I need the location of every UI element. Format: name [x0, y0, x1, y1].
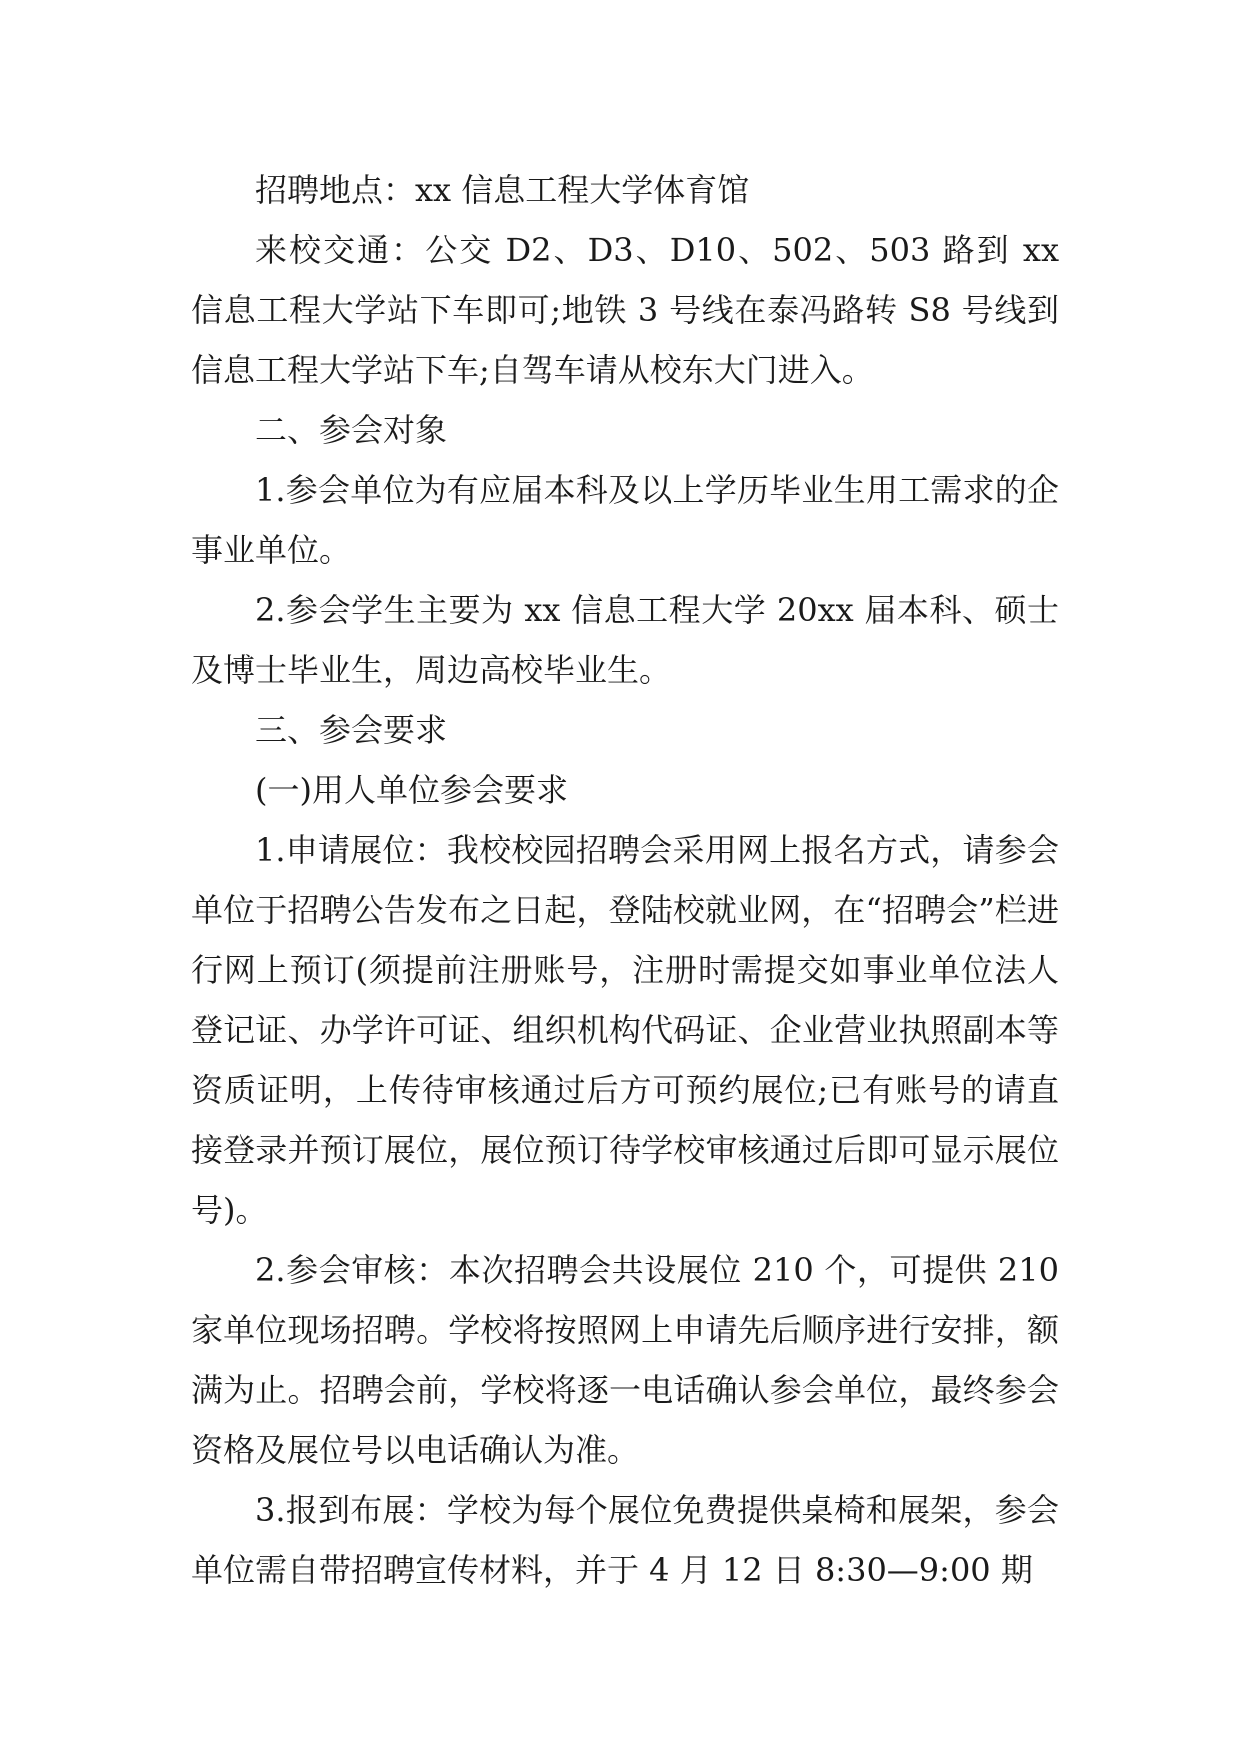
paragraph-review: 2.参会审核：本次招聘会共设展位 210 个，可提供 210 家单位现场招聘。学校将按照网上申请先后顺序进行安排，额满为止。招聘会前，学校将逐一电话确认参会单位，最终参会资格及展位号以电话确认为准。 — [191, 1251, 1059, 1469]
paragraph-transport: 来校交通：公交 D2、D3、D10、502、503 路到 xx 信息工程大学站下车即可;地铁 3 号线在泰冯路转 S8 号线到信息工程大学站下车;自驾车请从校东大门进入。 — [191, 231, 1059, 389]
paragraph-apply-booth: 1.申请展位：我校校园招聘会采用网上报名方式，请参会单位于招聘公告发布之日起，登陆校就业网，在“招聘会”栏进行网上预订(须提前注册账号，注册时需提交如事业单位法人登记证、办学许可证、组织机构代码证、企业营业执照副本等资质证明，上传待审核通过后方可预约展位;已有账号的请直接登录并预订展位，展位预订待学校审核通过后即可显示展位号)。 — [191, 831, 1059, 1229]
section-heading-requirements: 三、参会要求 — [255, 711, 448, 749]
paragraph-participant-units: 1.参会单位为有应届本科及以上学历毕业生用工需求的企事业单位。 — [191, 471, 1059, 569]
paragraph-location: 招聘地点：xx 信息工程大学体育馆 — [255, 171, 750, 209]
document-body — [191, 160, 1059, 1600]
paragraph-registration-setup: 3.报到布展：学校为每个展位免费提供桌椅和展架，参会单位需自带招聘宣传材料，并于 4 月 12 日 8:30—9:00 期 — [191, 1491, 1059, 1589]
paragraph-participant-students: 2.参会学生主要为 xx 信息工程大学 20xx 届本科、硕士及博士毕业生，周边高校毕业生。 — [191, 591, 1059, 689]
section-heading-participants: 二、参会对象 — [255, 411, 448, 449]
subsection-heading-employer-requirements: (一)用人单位参会要求 — [255, 771, 568, 809]
